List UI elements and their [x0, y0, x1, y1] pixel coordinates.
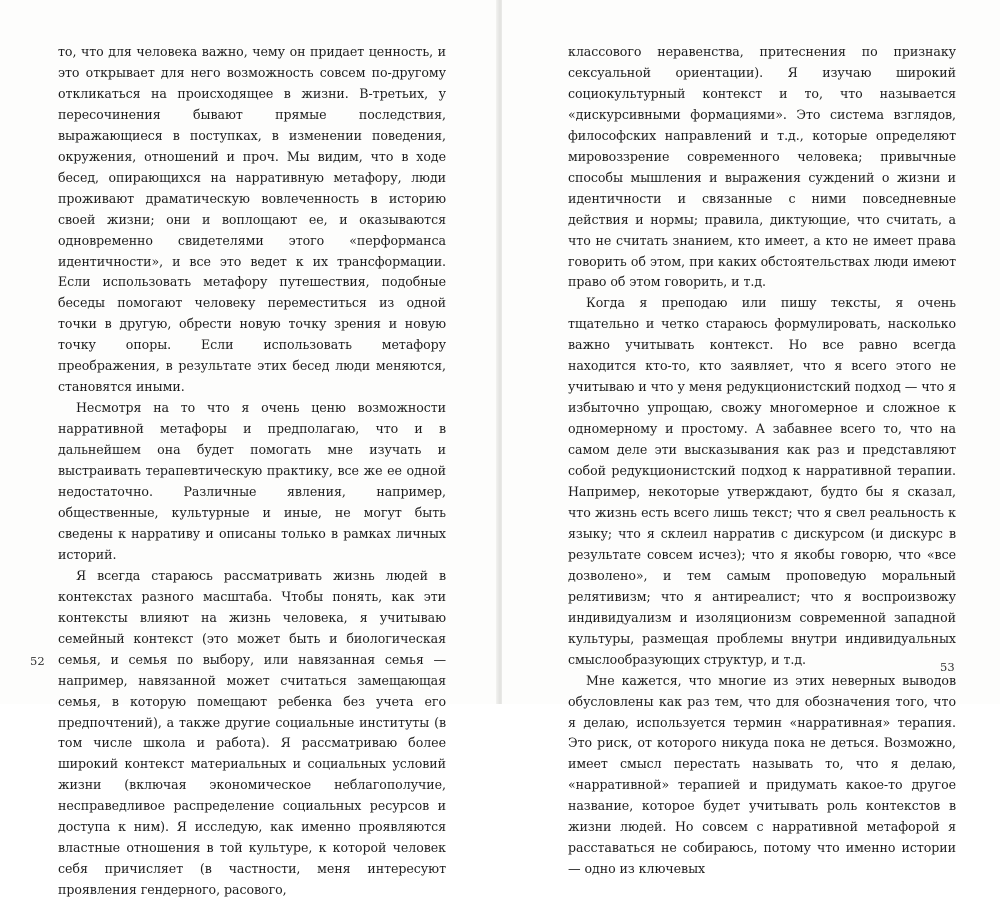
page-number-left: 52: [30, 654, 45, 668]
paragraph: Несмотря на то что я очень ценю возможности нарративной метафоры и предполагаю, что и в дальнейшем она будет помогать мне изучать и выстраивать терапевтическую практику, все же ее одной недостаточно. Различные явления, например, общественные, культурные и иные, не могут быть сведены к нарративу и описаны только в рамках личных историй.: [58, 400, 446, 562]
paragraph: то, что для человека важно, чему он придает ценность, и это открывает для него возможность совсем по-другому откликаться на происходящее в жизни. В-третьих, у пересочинения бывают прямые последствия, выражающиеся в поступках, в изменении поведения, окружения, отношений и проч. Мы видим, что в ходе бесед, опирающихся на нарративную метафору, люди проживают драматическую вовлеченность в историю своей жизни; они и воплощают ее, и оказываются одновременно свидетелями этого «перформанса идентичности», и все это ведет к их трансформации. Если использовать метафору путешествия, подобные беседы помогают человеку переместиться из одной точки в другую, обрести новую точку зрения и новую точку опоры. Если использовать метафору преображения, в результате этих бесед люди меняются, становятся иными.: [58, 44, 446, 395]
page-number-right: 53: [940, 660, 955, 674]
paragraph: классового неравенства, притеснения по признаку сексуальной ориентации). Я изучаю широкий социокультурный контекст и то, что называется «дискурсивными формациями». Это система взглядов, философских направлений и т.д., которые определяют мировоззрение современного человека; привычные способы мышления и выражения суждений о жизни и идентичности и связанные с ними повседневные действия и нормы; правила, диктующие, что считать, а что не считать знанием, кто имеет, а кто не имеет права говорить об этом, при каких обстоятельствах люди имеют право об этом говорить, и т.д.: [568, 44, 956, 290]
right-page: [502, 0, 1000, 877]
left-text-block: [58, 42, 446, 901]
paragraph: Я всегда стараюсь рассматривать жизнь людей в контекстах разного масштаба. Чтобы понять, как эти контексты влияют на жизнь человека, я учитываю семейный контекст (это может быть и биологическая семья, и семья по выбору, или навязанная семья — например, навязанной может считаться замещающая семья, в которую помещают ребенка без учета его предпочтений), а также другие социальные институты (в том числе школа и работа). Я рассматриваю более широкий контекст материальных и социальных условий жизни (включая экономическое неблагополучие, несправедливое распределение социальных ресурсов и доступа к ним). Я исследую, как именно проявляются властные отношения в той культуре, к которой человек себя причисляет (в частности, меня интересуют проявления гендерного, расового,: [58, 567, 446, 898]
paragraph: Когда я преподаю или пишу тексты, я очень тщательно и четко стараюсь формулировать, насколько важно учитывать контекст. Но все равно всегда находится кто-то, кто заявляет, что я всего этого не учитываю и что у меня редукционистский подход — что я избыточно упрощаю, свожу многомерное и сложное к одномерному и простому. А забавнее всего то, что на самом деле эти высказывания как раз и представляют собой редукционистский подход к нарративной терапии. Например, некоторые утверждают, будто бы я сказал, что жизнь есть всего лишь текст; что я свел реальность к языку; что я склеил нарратив с дискурсом (и дискурс в результате совсем исчез); что я якобы говорю, что «все дозволено», и тем самым проповедую моральный релятивизм; что я антиреалист; что я воспроизвожу индивидуализм и изоляционизм современной западной культуры, размещая проблемы внутри индивидуальных смыслообразующих структур, и т.д.: [568, 295, 956, 667]
paragraph: Мне кажется, что многие из этих неверных выводов обусловлены как раз тем, что для обозначения того, что я делаю, используется термин «нарративная» терапия. Это риск, от которого никуда пока не деться. Возможно, имеет смысл перестать называть то, что я делаю, «нарративной» терапией и придумать какое-то другое название, которое будет учитывать роль контекстов в жизни людей. Но совсем с нарративной метафорой я расставаться не собираюсь, потому что именно истории — одно из ключевых: [568, 672, 956, 877]
right-text-block: [568, 42, 956, 880]
left-page: [0, 0, 498, 898]
